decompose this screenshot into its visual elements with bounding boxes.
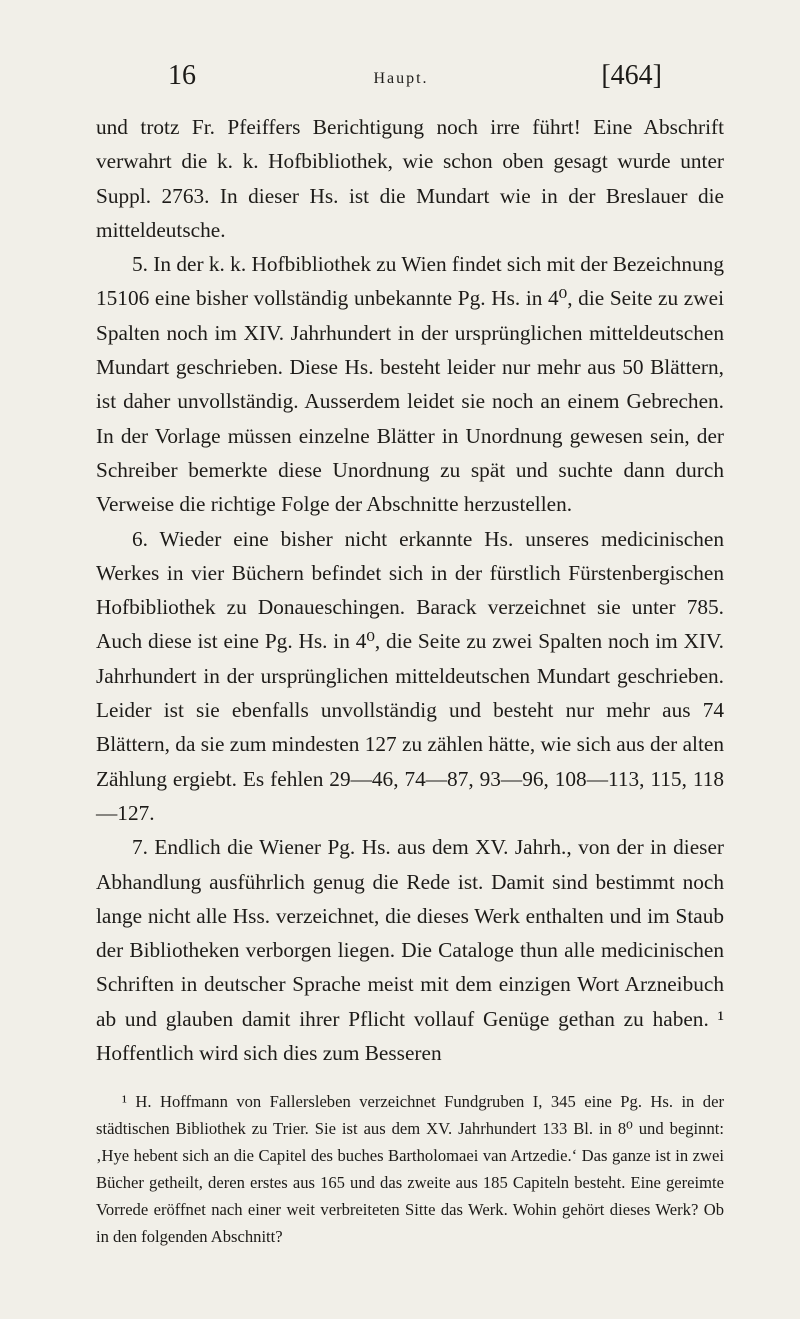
paragraph-item-5: 5. In der k. k. Hofbibliothek zu Wien findet sich mit der Bezeichnung 15106 eine bisher vollständig unbekannte Pg. Hs. in 4⁰, die Seite zu zwei Spalten noch im XIV. Jahrhundert in der ursprünglichen mitteldeutschen Mundart geschrieben. Diese Hs. besteht leider nur mehr aus 50 Blättern, ist daher unvollständig. Ausserdem leidet sie noch an einem Gebrechen. In der Vorlage müssen einzelne Blätter in Unordnung gewesen sein, der Schreiber bemerkte diese Unordnung zu spät und suchte dann durch Verweise die richtige Folge der Abschnitte herzustellen. bbox=[96, 252, 724, 517]
paragraph-item-6: 6. Wieder eine bisher nicht erkannte Hs. unseres medicinischen Werkes in vier Büchern befindet sich in der fürstlich Fürstenbergischen Hofbibliothek zu Donaueschingen. Barack verzeichnet sie unter 785. Auch diese ist eine Pg. Hs. in 4⁰, die Seite zu zwei Spalten noch im XIV. Jahrhundert in der ursprünglichen mitteldeutschen Mundart geschrieben. Leider ist sie ebenfalls unvollständig und besteht nur mehr aus 74 Blättern, da sie zum mindesten 127 zu zählen hätte, wie sich aus der alten Zählung ergiebt. Es fehlen 29—46, 74—87, 93—96, 108—113, 115, 118—127. bbox=[96, 526, 724, 825]
footnotes bbox=[72, 1088, 730, 1250]
bracketed-page-number: [464] bbox=[601, 60, 662, 91]
page-header bbox=[72, 0, 730, 110]
paragraph-continuation: und trotz Fr. Pfeiffers Berichtigung noch irre führt! Eine Abschrift verwahrt die k. k. Hofbibliothek, wie schon oben gesagt wurde unter Suppl. 2763. In dieser Hs. ist die Mundart wie in der Breslauer die mitteldeutsche. bbox=[96, 115, 724, 242]
main-text bbox=[72, 110, 730, 1070]
paragraph-item-7: 7. Endlich die Wiener Pg. Hs. aus dem XV. Jahrh., von der in dieser Abhandlung ausführlich genug die Rede ist. Damit sind bestimmt noch lange nicht alle Hss. verzeichnet, die dieses Werk enthalten und im Staub der Bibliotheken verborgen liegen. Die Cataloge thun alle medicinischen Schriften in deutscher Sprache meist mit dem einzigen Wort Arzneibuch ab und glauben damit ihrer Pflicht vollauf Genüge gethan zu haben. ¹ Hoffentlich wird sich dies zum Besseren bbox=[96, 835, 724, 1066]
running-title: Haupt. bbox=[373, 70, 429, 87]
page-number: 16 bbox=[168, 60, 196, 91]
footnote-1: ¹ H. Hoffmann von Fallersleben verzeichnet Fundgruben I, 345 eine Pg. Hs. in der städtischen Bibliothek zu Trier. Sie ist aus dem XV. Jahrhundert 133 Bl. in 8⁰ und beginnt: ‚Hye hebent sich an die Capitel des buches Bartholomaei van Artzedie.‘ Das ganze ist in zwei Bücher getheilt, deren erstes aus 165 und das zweite aus 185 Capiteln besteht. Eine gereimte Vorrede eröffnet nach einer weit verbreiteten Sitte das Werk. Wohin gehört dieses Werk? Ob in den folgenden Abschnitt? bbox=[96, 1092, 724, 1247]
